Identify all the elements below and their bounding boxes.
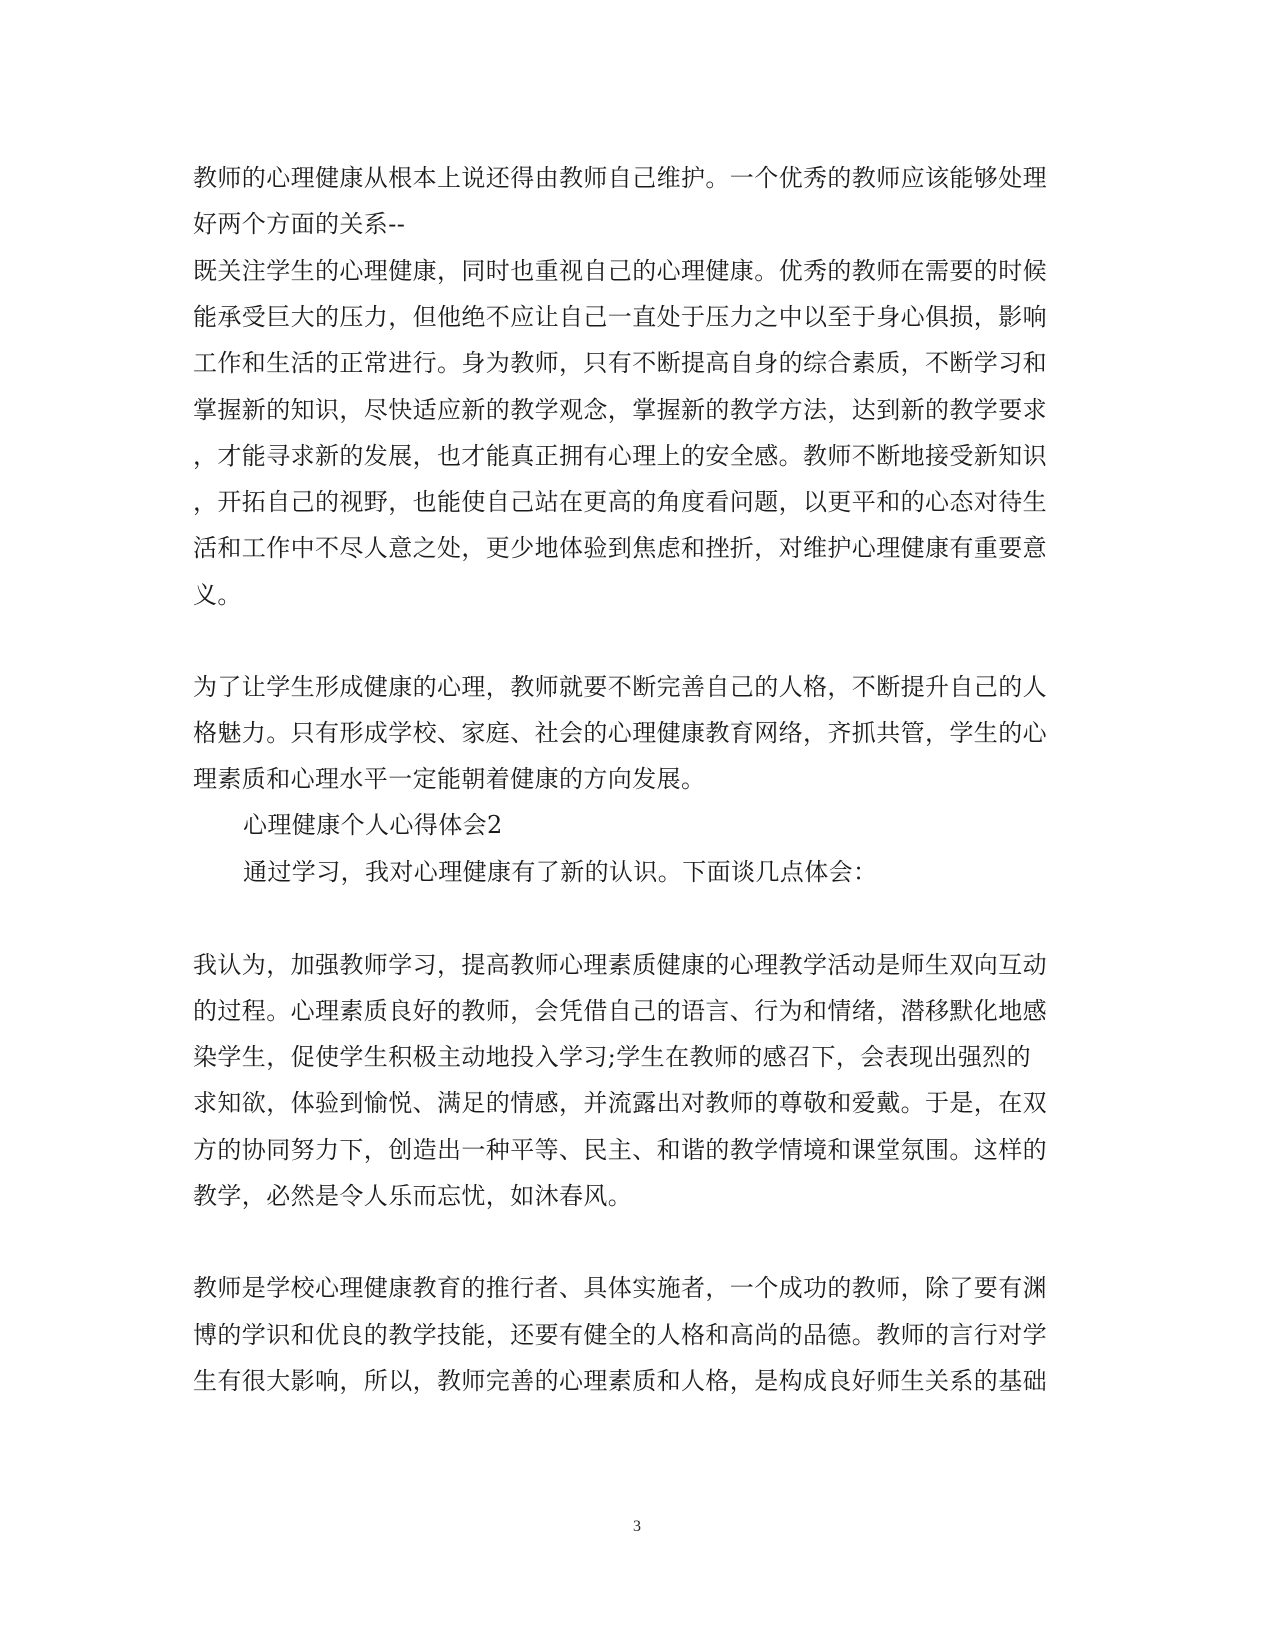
body-text-line: 格魅力。只有形成学校、家庭、社会的心理健康教育网络，齐抓共管，学生的心 [193,719,1047,747]
page-number: 3 [633,1518,641,1535]
body-text-line: 求知欲，体验到愉悦、满足的情感，并流露出对教师的尊敬和爱戴。于是，在双 [193,1089,1047,1117]
body-text-line: ，才能寻求新的发展，也才能真正拥有心理上的安全感。教师不断地接受新知识 [193,442,1047,470]
body-text-line: 教师的心理健康从根本上说还得由教师自己维护。一个优秀的教师应该能够处理 [193,164,1047,192]
body-text-line: 活和工作中不尽人意之处，更少地体验到焦虑和挫折，对维护心理健康有重要意 [193,534,1047,562]
body-text-line: 教学，必然是令人乐而忘忧，如沐春风。 [193,1182,633,1210]
body-text-line: 我认为，加强教师学习，提高教师心理素质健康的心理教学活动是师生双向互动 [193,951,1047,979]
body-text-line: 方的协同努力下，创造出一种平等、民主、和谐的教学情境和课堂氛围。这样的 [193,1136,1047,1164]
body-text-line: 染学生，促使学生积极主动地投入学习;学生在教师的感召下，会表现出强烈的 [193,1043,1032,1071]
body-text-line: 义。 [193,581,242,609]
body-text-line: 的过程。心理素质良好的教师，会凭借自己的语言、行为和情绪，潜移默化地感 [193,997,1047,1025]
body-text-line: 教师是学校心理健康教育的推行者、具体实施者，一个成功的教师，除了要有渊 [193,1274,1047,1302]
body-text-line: 能承受巨大的压力，但他绝不应让自己一直处于压力之中以至于身心俱损，影响 [193,303,1047,331]
section-heading: 心理健康个人心得体会2 [243,811,503,839]
body-text-line: 工作和生活的正常进行。身为教师，只有不断提高自身的综合素质，不断学习和 [193,349,1047,377]
body-text-line: 既关注学生的心理健康，同时也重视自己的心理健康。优秀的教师在需要的时候 [193,257,1047,285]
body-text-line: 为了让学生形成健康的心理，教师就要不断完善自己的人格，不断提升自己的人 [193,673,1047,701]
body-text-line: 掌握新的知识，尽快适应新的教学观念，掌握新的教学方法，达到新的教学要求 [193,396,1047,424]
body-text-line: 博的学识和优良的教学技能，还要有健全的人格和高尚的品德。教师的言行对学 [193,1321,1047,1349]
body-text-line: 好两个方面的关系-- [193,210,406,238]
body-text-line: 理素质和心理水平一定能朝着健康的方向发展。 [193,765,706,793]
body-text-line: 通过学习，我对心理健康有了新的认识。下面谈几点体会： [243,858,878,886]
body-text-line: ，开拓自己的视野，也能使自己站在更高的角度看问题，以更平和的心态对待生 [193,488,1047,516]
body-text-line: 生有很大影响，所以，教师完善的心理素质和人格，是构成良好师生关系的基础 [193,1367,1047,1395]
